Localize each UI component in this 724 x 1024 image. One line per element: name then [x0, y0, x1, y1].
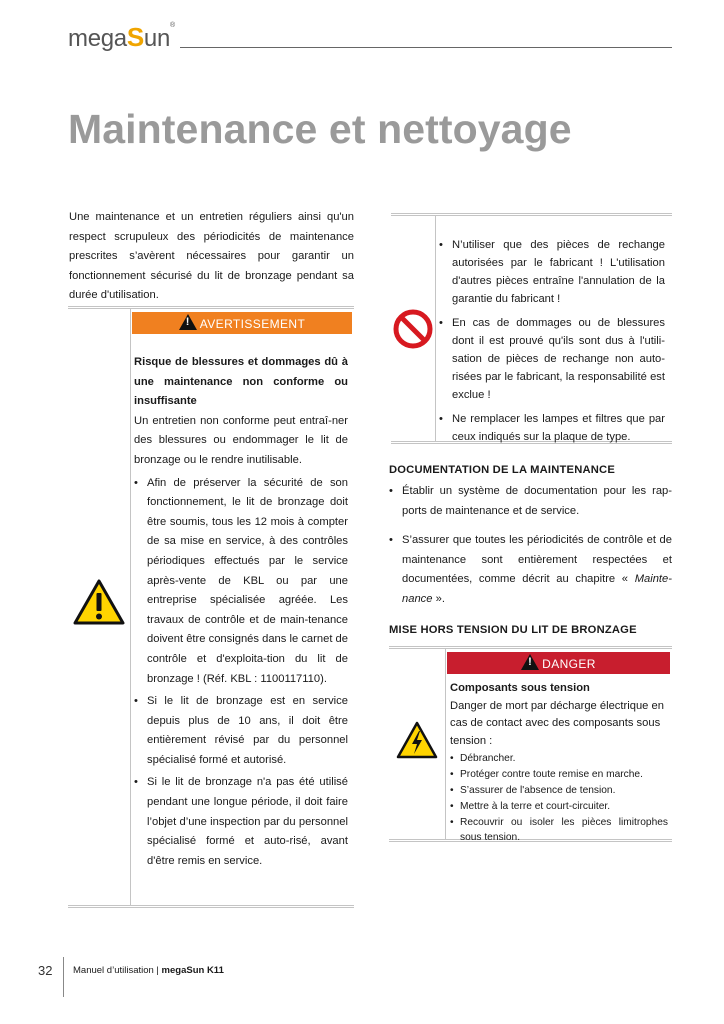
danger-notice [389, 646, 672, 842]
chapter-reference: Mainte-nance [402, 573, 672, 605]
electric-hazard-icon [396, 721, 438, 759]
warning-triangle-icon [73, 579, 125, 625]
danger-heading: Composants sous tension [450, 682, 590, 694]
warning-description: Un entretien non conforme peut entraî-ner des blessures ou endommager le lit de bronzage ou le rendre inutilisable. [134, 414, 348, 466]
warning-heading: Risque de blessures et dommages dû à une maintenance non conforme ou insuffisante [134, 356, 348, 408]
alert-triangle-icon [521, 654, 539, 670]
megasun-logo: megaSun® [68, 22, 175, 52]
header-divider [180, 47, 672, 48]
intro-paragraph: Une maintenance et un entretien réguliers ainsi qu'un respect scrupuleux des périodicités de maintenance prescrites s’avèrent nécessaires pour garantir un fonctionnement sécurisé du lit de bronzage pendant sa durée d'utilisation. [69, 211, 354, 302]
prohibition-icon-column [391, 216, 436, 441]
alert-triangle-icon [179, 314, 197, 330]
prohibition-icon [391, 307, 435, 351]
danger-content [450, 680, 668, 846]
list-item: • Établir un système de documentation pour les rap-ports de maintenance et de service. [389, 482, 672, 521]
warning-icon-column [68, 309, 131, 905]
prohibition-list [439, 236, 665, 452]
danger-description: Danger de mort par décharge électrique en cas de contact avec des composants sous tension : [450, 699, 664, 747]
product-name: megaSun K11 [161, 965, 224, 976]
documentation-heading: DOCUMENTATION DE LA MAINTENANCE [389, 464, 615, 476]
mise-hors-tension-heading: MISE HORS TENSION DU LIT DE BRONZAGE [389, 624, 637, 636]
list-item: • N’utiliser que des pièces de rechange autorisées par le fabricant ! L'utilisation d'autres pièces entraîne l'annulation de la garantie du fabricant ! [439, 236, 665, 308]
list-item: • Protéger contre toute remise en marche. [450, 767, 668, 782]
page-title: Maintenance et nettoyage [68, 106, 572, 152]
danger-steps [450, 751, 668, 845]
signal-danger: !DANGER [447, 652, 670, 674]
list-item: • Recouvrir ou isoler les pièces limitrophes sous tension. [450, 815, 668, 845]
list-item: • En cas de dommages ou de blessures dont il est prouvé qu'ils sont dus à l'utili-sation de pièces de rechange non auto-risées par le fabricant, la responsabilité est exclue ! [439, 314, 665, 404]
warning-notice [68, 306, 354, 908]
warning-content [134, 353, 348, 871]
danger-icon-column [389, 649, 446, 839]
documentation-list [389, 482, 672, 620]
list-item: • Mettre à la terre et court-circuiter. [450, 799, 668, 814]
footer-divider [63, 957, 64, 997]
warning-list [134, 474, 348, 872]
list-item: • S’assurer de l'absence de tension. [450, 783, 668, 798]
list-item: • Si le lit de bronzage n'a pas été utilisé pendant une longue période, il doit faire l’objet d’une inspection par du personnel spécialisé formé et auto-risé, avant d'être remis en service. [134, 773, 348, 871]
list-item: • S’assurer que toutes les périodicités de contrôle et de maintenance sont entièrement respectées et documentées, comme décrit au chapitre « Mainte-nance ». [389, 531, 672, 609]
list-item: • Afin de préserver la sécurité de son fonctionnement, le lit de bronzage doit être soumis, tous les 12 mois à compter de sa mise en service, à des contrôles périodiques effectués par le service après-vente de KBL ou par une entreprise spécialisée agréée. Les travaux de contrôle et de main-tenance doivent être consignés dans le carnet de contrôle et d'exploita-tion du lit de bronzage ! (Réf. KBL : 1100117110). [134, 474, 348, 690]
prohibition-notice [391, 213, 672, 444]
list-item: • Débrancher. [450, 751, 668, 766]
list-item: • Ne remplacer les lampes et filtres que par ceux indiqués sur la plaque de type. [439, 410, 665, 446]
signal-avertissement: !AVERTISSEMENT [132, 312, 352, 334]
footer-caption: Manuel d’utilisation | megaSun K11 [73, 965, 224, 976]
list-item: • Si le lit de bronzage est en service depuis plus de 10 ans, il doit être entièrement révisé par du personnel spécialisé formé et autorisé. [134, 692, 348, 770]
page-number: 32 [38, 963, 53, 978]
